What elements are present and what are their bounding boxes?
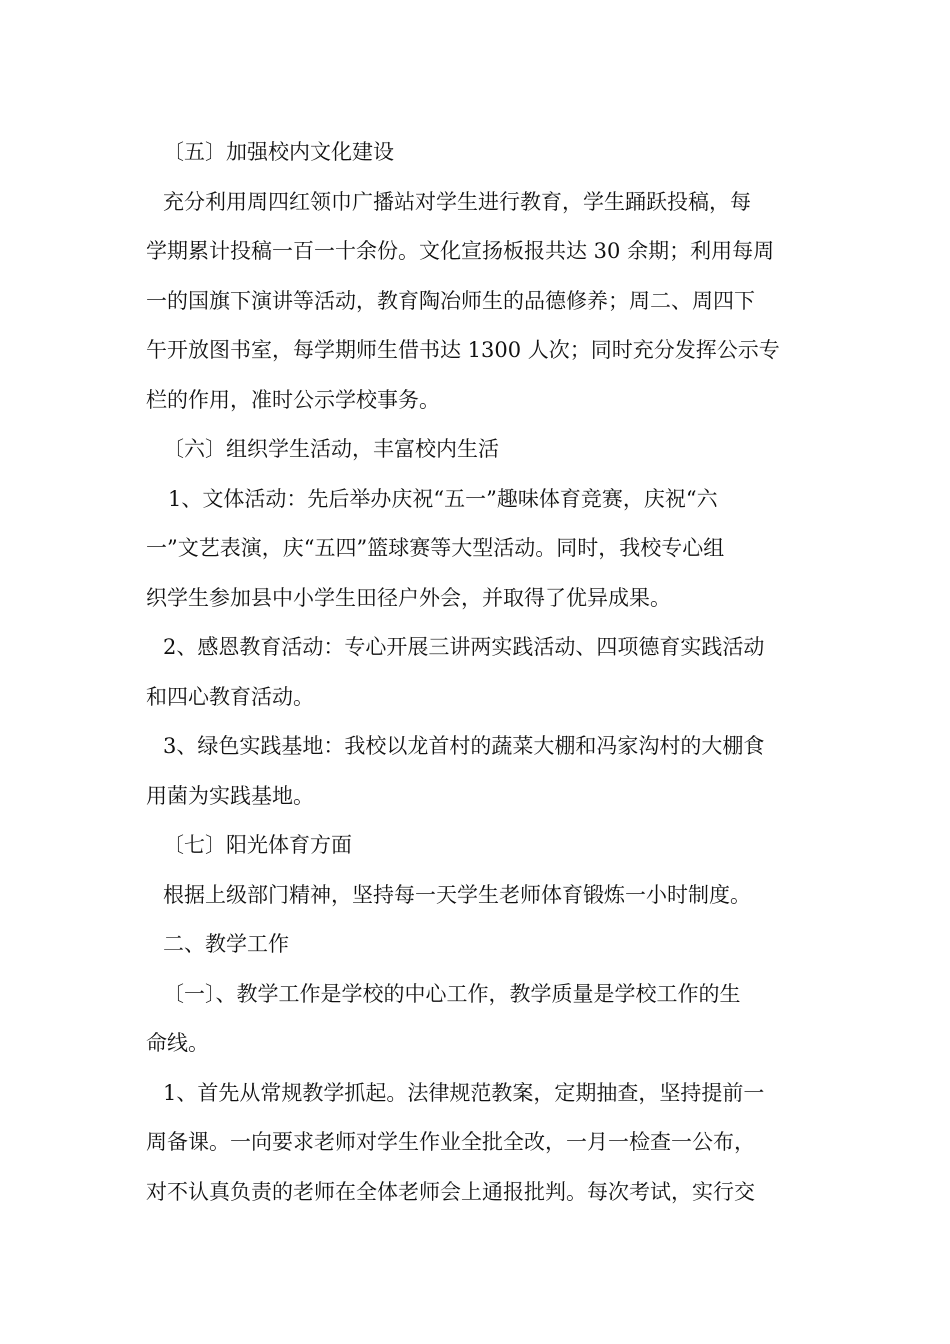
list-item-line: 3、绿色实践基地：我校以龙首村的蔬菜大棚和冯家沟村的大棚食 xyxy=(163,734,765,758)
paragraph-line: 栏的作用，准时公示学校事务。 xyxy=(146,387,440,412)
section-heading-sports: 〔七〕阳光体育方面 xyxy=(163,833,352,857)
document-body xyxy=(146,128,810,1217)
subsection-heading-teaching: 〔一〕、教学工作是学校的中心工作，教学质量是学校工作的生 xyxy=(163,981,741,1006)
paragraph-line: 充分利用周四红领巾广播站对学生进行教育，学生踊跃投稿，每 xyxy=(163,189,751,214)
paragraph-line: 学期累计投稿一百一十余份。文化宣扬板报共达 30 余期；利用每周 xyxy=(146,239,775,263)
section-heading-teaching: 二、教学工作 xyxy=(163,932,289,956)
paragraph-line: 用菌为实践基地。 xyxy=(146,783,314,808)
paragraph-line: 根据上级部门精神，坚持每一天学生老师体育锻炼一小时制度。 xyxy=(163,882,751,907)
paragraph-line: 和四心教育活动。 xyxy=(146,684,314,709)
list-item-line: 1、首先从常规教学抓起。法律规范教案，定期抽查，坚持提前一 xyxy=(163,1080,765,1105)
paragraph-line: 一”文艺表演，庆“五四”篮球赛等大型活动。同时，我校专心组 xyxy=(146,536,725,560)
section-heading-culture: 〔五〕加强校内文化建设 xyxy=(163,140,394,164)
paragraph-line: 一的国旗下演讲等活动，教育陶冶师生的品德修养；周二、周四下 xyxy=(146,288,755,313)
list-item-line: 2、感恩教育活动：专心开展三讲两实践活动、四项德育实践活动 xyxy=(163,635,765,659)
paragraph-line: 午开放图书室，每学期师生借书达 1300 人次；同时充分发挥公示专 xyxy=(146,338,780,362)
paragraph-line: 命线。 xyxy=(146,1031,209,1055)
paragraph-line: 周备课。一向要求老师对学生作业全批全改，一月一检查一公布， xyxy=(146,1130,755,1154)
section-heading-activities: 〔六〕组织学生活动，丰富校内生活 xyxy=(163,437,499,461)
list-item-line: 1、文体活动：先后举办庆祝“五一”趣味体育竞赛，庆祝“六 xyxy=(168,486,718,511)
paragraph-line: 织学生参加县中小学生田径户外会，并取得了优异成果。 xyxy=(146,585,671,610)
paragraph-line: 对不认真负责的老师在全体老师会上通报批判。每次考试，实行交 xyxy=(146,1179,755,1204)
